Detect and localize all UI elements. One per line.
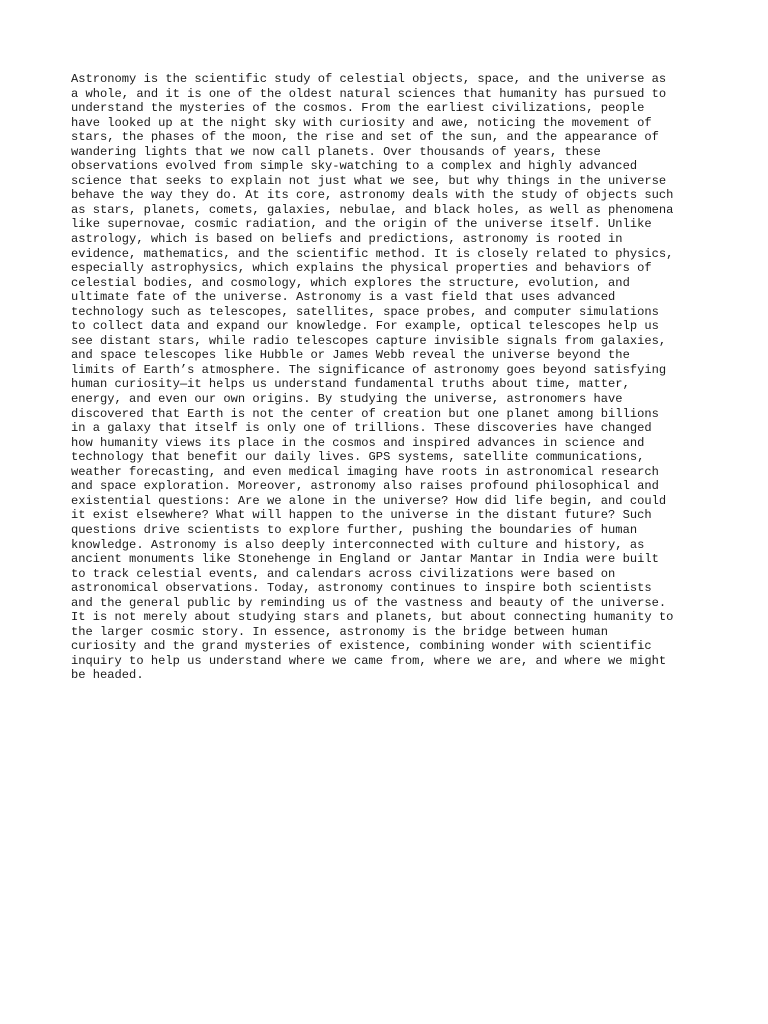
text-line: to collect data and expand our knowledge. For example, optical telescopes help us <box>71 319 659 334</box>
text-line: especially astrophysics, which explains the physical properties and behaviors of <box>71 261 652 276</box>
text-line: technology such as telescopes, satellites, space probes, and computer simulations <box>71 304 659 319</box>
text-line: inquiry to help us understand where we came from, where we are, and where we might <box>71 653 667 668</box>
text-line: human curiosity—it helps us understand fundamental truths about time, matter, <box>71 377 630 392</box>
text-line: see distant stars, while radio telescopes capture invisible signals from galaxies, <box>71 333 667 348</box>
text-line: how humanity views its place in the cosmos and inspired advances in science and <box>71 435 645 450</box>
text-line: curiosity and the grand mysteries of existence, combining wonder with scientific <box>71 639 652 654</box>
text-line: and space telescopes like Hubble or James Webb reveal the universe beyond the <box>71 348 630 363</box>
text-line: in a galaxy that itself is only one of trillions. These discoveries have changed <box>71 421 652 436</box>
text-line: like supernovae, cosmic radiation, and the origin of the universe itself. Unlike <box>71 217 652 232</box>
text-line: wandering lights that we now call planets. Over thousands of years, these <box>71 144 601 159</box>
text-line: understand the mysteries of the cosmos. From the earliest civilizations, people <box>71 101 645 116</box>
text-line: observations evolved from simple sky-watching to a complex and highly advanced <box>71 159 638 174</box>
text-line: questions drive scientists to explore further, pushing the boundaries of human <box>71 522 638 537</box>
text-line: it exist elsewhere? What will happen to the universe in the distant future? Such <box>71 508 652 523</box>
text-line: astrology, which is based on beliefs and predictions, astronomy is rooted in <box>71 232 623 247</box>
text-line: celestial bodies, and cosmology, which explores the structure, evolution, and <box>71 275 630 290</box>
text-line: and space exploration. Moreover, astronomy also raises profound philosophical and <box>71 479 659 494</box>
text-line: science that seeks to explain not just what we see, but why things in the universe <box>71 173 667 188</box>
text-line: the larger cosmic story. In essence, astronomy is the bridge between human <box>71 624 609 639</box>
text-line: It is not merely about studying stars and planets, but about connecting humanity to <box>71 610 674 625</box>
text-line: ultimate fate of the universe. Astronomy is a vast field that uses advanced <box>71 290 616 305</box>
text-line: energy, and even our own origins. By studying the universe, astronomers have <box>71 392 623 407</box>
text-line: knowledge. Astronomy is also deeply interconnected with culture and history, as <box>71 537 645 552</box>
text-line: evidence, mathematics, and the scientific method. It is closely related to physics, <box>71 246 674 261</box>
text-line: ancient monuments like Stonehenge in England or Jantar Mantar in India were built <box>71 552 659 567</box>
text-line: technology that benefit our daily lives. GPS systems, satellite communications, <box>71 450 645 465</box>
text-line: stars, the phases of the moon, the rise and set of the sun, and the appearance of <box>71 130 659 145</box>
text-line: limits of Earth’s atmosphere. The significance of astronomy goes beyond satisfying <box>71 362 667 377</box>
text-line: be headed. <box>71 668 144 683</box>
text-line: weather forecasting, and even medical imaging have roots in astronomical research <box>71 464 659 479</box>
text-line: existential questions: Are we alone in the universe? How did life begin, and could <box>71 493 667 508</box>
text-line: Astronomy is the scientific study of celestial objects, space, and the universe as <box>71 72 667 86</box>
text-line: have looked up at the night sky with curiosity and awe, noticing the movement of <box>71 115 652 130</box>
body-paragraph <box>71 72 711 683</box>
text-line: behave the way they do. At its core, astronomy deals with the study of objects such <box>71 188 674 203</box>
text-line: discovered that Earth is not the center of creation but one planet among billions <box>71 406 659 421</box>
text-line: and the general public by reminding us of the vastness and beauty of the universe. <box>71 595 667 610</box>
text-line: a whole, and it is one of the oldest natural sciences that humanity has pursued to <box>71 86 667 101</box>
text-line: astronomical observations. Today, astronomy continues to inspire both scientists <box>71 581 652 596</box>
text-line: as stars, planets, comets, galaxies, nebulae, and black holes, as well as phenomena <box>71 202 674 217</box>
text-line: to track celestial events, and calendars across civilizations were based on <box>71 566 616 581</box>
